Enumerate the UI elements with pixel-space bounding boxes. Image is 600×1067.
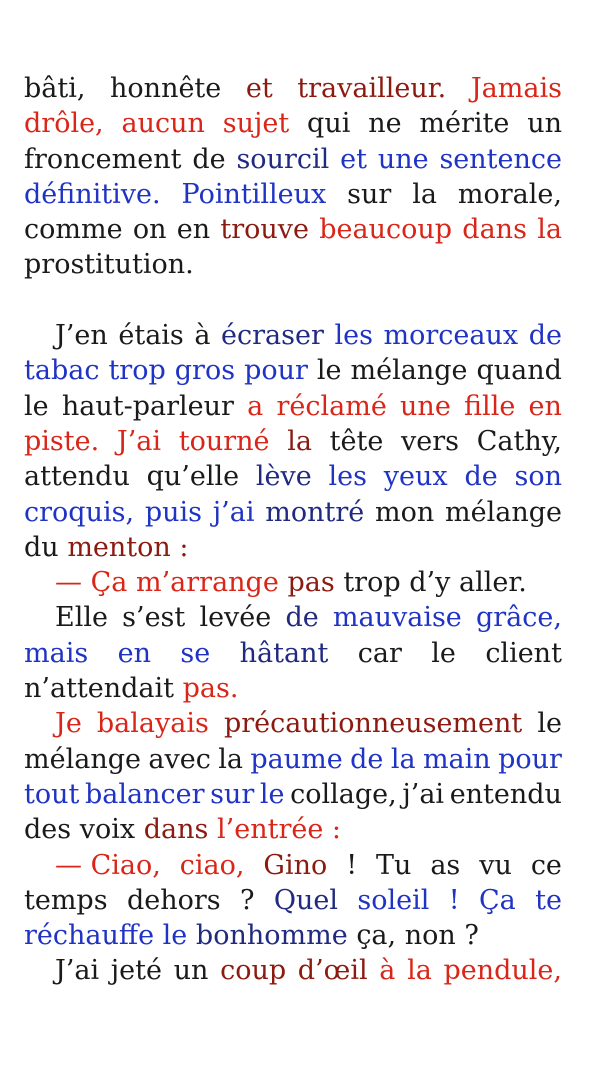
text-word: le bbox=[162, 920, 188, 952]
text-word: honnête bbox=[110, 73, 222, 104]
text-word: mélange bbox=[24, 743, 141, 775]
text-word: la bbox=[287, 425, 312, 457]
text-word: main bbox=[422, 743, 491, 775]
text-word: car bbox=[357, 637, 402, 669]
text-word: mon bbox=[375, 496, 435, 528]
text-word: a bbox=[247, 390, 264, 422]
text-word: de bbox=[464, 461, 498, 493]
text-line bbox=[24, 565, 562, 600]
text-word: tourné bbox=[178, 425, 270, 457]
text-line bbox=[24, 424, 562, 459]
text-word: bâti, bbox=[24, 73, 86, 104]
text-word: — Ciao, bbox=[55, 849, 161, 881]
text-line bbox=[24, 812, 562, 847]
text-word: des bbox=[24, 814, 72, 846]
text-word: à bbox=[379, 955, 396, 987]
text-word: balancer bbox=[84, 778, 205, 810]
text-word: qui bbox=[307, 108, 351, 140]
text-word: dans bbox=[143, 814, 209, 846]
text-word: ça, bbox=[356, 920, 397, 952]
text-word: un bbox=[173, 955, 209, 987]
text-word: pendule, bbox=[443, 955, 562, 987]
text-word: Cathy, bbox=[476, 425, 562, 457]
text-word: aucun bbox=[121, 108, 205, 140]
text-word: entendu bbox=[449, 778, 562, 810]
text-word: écraser bbox=[221, 320, 324, 352]
text-word: j’ai bbox=[212, 496, 255, 528]
text-word: une bbox=[400, 390, 451, 422]
text-line bbox=[24, 247, 562, 282]
text-word: le bbox=[259, 778, 285, 810]
text-word: jeté bbox=[110, 955, 162, 987]
text-line bbox=[24, 706, 562, 741]
text-word: j’ai bbox=[402, 778, 445, 810]
text-word: sourcil bbox=[236, 143, 330, 175]
text-word: qu’elle bbox=[146, 461, 240, 493]
text-word: n’attendait bbox=[24, 673, 175, 705]
text-word: le bbox=[431, 637, 456, 669]
text-word: un bbox=[527, 108, 562, 140]
text-word: ! bbox=[448, 884, 460, 916]
text-line bbox=[24, 883, 562, 918]
text-word: dehors bbox=[126, 884, 221, 916]
text-word: bonhomme bbox=[195, 920, 348, 952]
text-word: ! bbox=[346, 849, 358, 881]
text-word: réclamé bbox=[276, 390, 387, 422]
text-word: sujet bbox=[222, 108, 290, 140]
text-word: mélange bbox=[445, 496, 562, 528]
text-line bbox=[24, 389, 562, 424]
text-word: yeux bbox=[383, 461, 448, 493]
text-word: et bbox=[340, 143, 367, 175]
text-line bbox=[24, 142, 562, 177]
text-word: sur bbox=[347, 178, 392, 210]
text-word: J’ai bbox=[55, 955, 100, 987]
text-word: à bbox=[194, 320, 211, 352]
text-word: paume bbox=[250, 743, 343, 775]
text-line bbox=[24, 671, 562, 706]
text-word: quand bbox=[476, 355, 562, 387]
text-word: hâtant bbox=[239, 637, 329, 669]
text-word: vers bbox=[401, 425, 460, 457]
text-word: les bbox=[334, 320, 373, 352]
text-word: étais bbox=[118, 320, 184, 352]
text-word: la bbox=[412, 178, 437, 210]
text-word: en bbox=[117, 637, 151, 669]
text-line bbox=[24, 600, 562, 635]
text-word: client bbox=[485, 637, 562, 669]
text-word: mérite bbox=[419, 108, 510, 140]
text-word: le bbox=[24, 390, 49, 422]
text-word: ce bbox=[530, 849, 562, 881]
text-word: tout bbox=[24, 778, 80, 810]
text-word: J’en bbox=[55, 320, 108, 352]
text-line bbox=[24, 495, 562, 530]
text-word: fille bbox=[464, 390, 516, 422]
text-word: trop bbox=[108, 355, 166, 387]
text-word: tabac bbox=[24, 355, 100, 387]
text-word: avec bbox=[148, 743, 211, 775]
text-word: haut-parleur bbox=[61, 390, 234, 422]
text-word: non ? bbox=[404, 920, 479, 952]
text-word: tête bbox=[329, 425, 384, 457]
text-word: Je bbox=[55, 708, 82, 740]
text-word: morale, bbox=[457, 178, 562, 210]
text-line bbox=[24, 918, 562, 953]
text-word: sentence bbox=[439, 143, 562, 175]
book-page-text bbox=[24, 71, 562, 989]
text-word: Ça bbox=[478, 884, 516, 916]
text-word: d’œil bbox=[297, 955, 368, 987]
text-word: définitive. bbox=[24, 178, 161, 210]
text-word: menton : bbox=[67, 531, 189, 563]
text-word: dans bbox=[462, 214, 527, 246]
text-word: de bbox=[350, 743, 384, 775]
text-word: Gino bbox=[263, 849, 328, 881]
text-word: montré bbox=[265, 496, 365, 528]
text-word: les bbox=[328, 461, 368, 493]
text-word: temps bbox=[24, 884, 108, 916]
text-word: le bbox=[537, 708, 562, 740]
text-word: la bbox=[407, 955, 432, 987]
text-word: le bbox=[316, 355, 342, 387]
text-line bbox=[24, 459, 562, 494]
text-word: d’y bbox=[409, 567, 451, 599]
text-word: Quel bbox=[273, 884, 338, 916]
text-word: voix bbox=[79, 814, 136, 846]
text-line bbox=[24, 530, 562, 565]
text-word: s’est bbox=[122, 602, 186, 634]
text-word: — Ça bbox=[55, 567, 128, 599]
text-word: de bbox=[192, 143, 226, 175]
text-word: pour bbox=[498, 743, 562, 775]
text-word: te bbox=[535, 884, 562, 916]
text-word: se bbox=[180, 637, 211, 669]
text-word: comme bbox=[24, 214, 123, 246]
text-word: vu bbox=[479, 849, 512, 881]
text-word: ciao, bbox=[179, 849, 245, 881]
text-word: beaucoup bbox=[319, 214, 453, 246]
text-word: croquis, bbox=[24, 496, 135, 528]
text-word: travailleur. bbox=[297, 73, 447, 104]
text-word: du bbox=[24, 531, 59, 563]
text-word: la bbox=[218, 743, 243, 775]
text-word: grâce, bbox=[475, 602, 562, 634]
text-word: prostitution. bbox=[24, 249, 194, 281]
text-word: précautionneusement bbox=[223, 708, 523, 740]
text-word: attendu bbox=[24, 461, 130, 493]
text-word: pas bbox=[287, 567, 335, 599]
text-word: on bbox=[132, 214, 167, 246]
text-word: as bbox=[430, 849, 461, 881]
text-word: gros bbox=[174, 355, 236, 387]
text-word: une bbox=[377, 143, 429, 175]
text-line bbox=[24, 106, 562, 141]
text-line bbox=[24, 71, 562, 106]
text-word: balayais bbox=[96, 708, 209, 740]
text-word: ne bbox=[368, 108, 402, 140]
text-word: J’ai bbox=[116, 425, 162, 457]
text-word: de bbox=[528, 320, 562, 352]
text-line bbox=[24, 353, 562, 388]
text-word: froncement bbox=[24, 143, 182, 175]
text-word: trouve bbox=[220, 214, 309, 246]
text-line bbox=[24, 777, 562, 812]
text-word: sur bbox=[210, 778, 255, 810]
text-word: soleil bbox=[357, 884, 430, 916]
text-line bbox=[24, 742, 562, 777]
text-word: aller. bbox=[459, 567, 527, 599]
text-word: la bbox=[537, 214, 562, 246]
text-word: en bbox=[528, 390, 562, 422]
text-word: Pointilleux bbox=[181, 178, 327, 210]
text-line bbox=[24, 953, 562, 988]
text-word: lève bbox=[255, 461, 312, 493]
text-word: trop bbox=[343, 567, 401, 599]
text-word: mélange bbox=[350, 355, 468, 387]
text-word: Tu bbox=[375, 849, 412, 881]
text-word: en bbox=[176, 214, 211, 246]
text-word: réchauffe bbox=[24, 920, 155, 952]
text-word: son bbox=[514, 461, 562, 493]
text-word: de bbox=[285, 602, 319, 634]
text-line bbox=[24, 212, 562, 247]
text-word: m’arrange bbox=[135, 567, 279, 599]
text-word: la bbox=[390, 743, 416, 775]
text-word: morceaux bbox=[383, 320, 519, 352]
text-word: pas. bbox=[182, 673, 239, 705]
text-word: mauvaise bbox=[332, 602, 462, 634]
text-word: l’entrée : bbox=[217, 814, 341, 846]
text-word: levée bbox=[199, 602, 272, 634]
text-word: Elle bbox=[55, 602, 108, 634]
text-word: puis bbox=[144, 496, 202, 528]
text-word: coup bbox=[220, 955, 287, 987]
text-line bbox=[24, 177, 562, 212]
text-word: mais bbox=[24, 637, 89, 669]
text-word: pour bbox=[244, 355, 308, 387]
paragraph-gap bbox=[24, 283, 562, 318]
text-line bbox=[24, 318, 562, 353]
text-word: ? bbox=[240, 884, 255, 916]
text-word: piste. bbox=[24, 425, 100, 457]
text-word: et bbox=[245, 73, 273, 104]
text-line bbox=[24, 636, 562, 671]
text-word: collage, bbox=[290, 778, 397, 810]
text-word: Jamais bbox=[470, 73, 562, 104]
text-line bbox=[24, 848, 562, 883]
text-word: drôle, bbox=[24, 108, 104, 140]
